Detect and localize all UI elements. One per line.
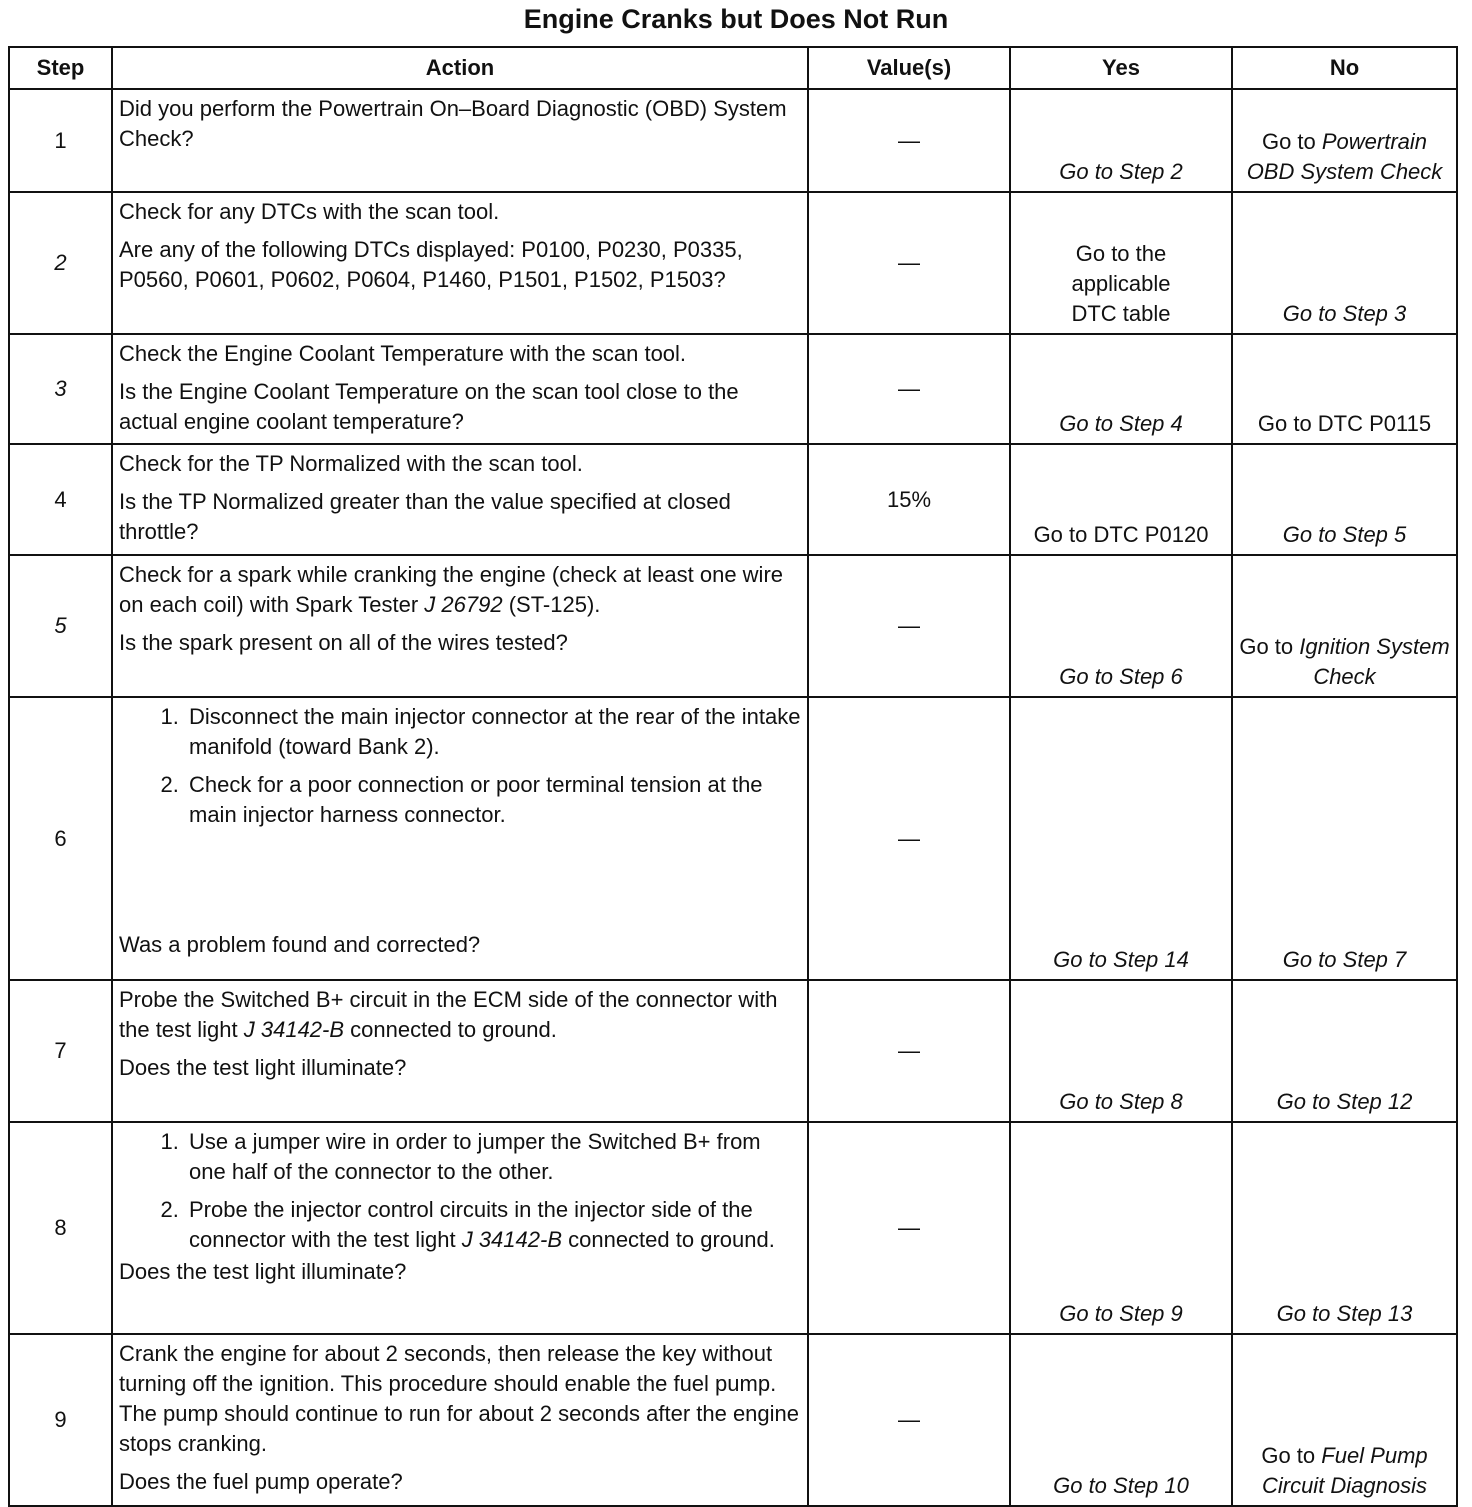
no-cell xyxy=(1232,192,1457,334)
no-link: Go to Step 12 xyxy=(1276,1089,1413,1114)
action-question: Is the Engine Coolant Temperature on the scan tool close to the actual engine coolant temperature? xyxy=(119,379,739,434)
table-row xyxy=(9,334,1457,444)
header-action: Action xyxy=(112,47,808,89)
no-text: Go to DTC P0115 xyxy=(1257,411,1432,436)
action-cell xyxy=(112,1122,808,1334)
value-cell: — xyxy=(808,1334,1010,1506)
action-cell xyxy=(112,89,808,192)
no-link: Go to Step 5 xyxy=(1282,522,1407,547)
action-text-part: Probe the injector control circuits in the injector side of the connector with the test light xyxy=(189,1197,753,1252)
action-cell xyxy=(112,697,808,980)
step-number: 6 xyxy=(9,697,112,980)
no-link: Go to Step 3 xyxy=(1282,301,1407,326)
no-cell xyxy=(1232,89,1457,192)
action-question: Does the test light illuminate? xyxy=(119,1259,407,1284)
no-link: Powertrain OBD System Check xyxy=(1246,129,1443,184)
action-cell xyxy=(112,980,808,1122)
action-question: Does the fuel pump operate? xyxy=(119,1469,403,1494)
no-cell xyxy=(1232,980,1457,1122)
action-text-part: connected to ground. xyxy=(344,1017,557,1042)
action-text-part: connected to ground. xyxy=(562,1227,775,1252)
table-row xyxy=(9,192,1457,334)
yes-link: Go to Step 6 xyxy=(1059,664,1183,689)
step-number: 9 xyxy=(9,1334,112,1506)
action-text-part: Check for a spark while cranking the engine (check at least one wire on each coil) with Spark Tester xyxy=(119,562,784,617)
yes-cell xyxy=(1010,1122,1232,1334)
no-cell xyxy=(1232,444,1457,555)
sub-step xyxy=(185,1195,801,1255)
yes-link: Go to Step 8 xyxy=(1059,1089,1183,1114)
action-text-part: Probe the Switched B+ circuit in the ECM side of the connector with the test light xyxy=(119,987,778,1042)
value-cell: — xyxy=(808,1122,1010,1334)
step-number: 1 xyxy=(9,89,112,192)
no-text: Go to xyxy=(1261,129,1322,154)
no-link: Go to Step 7 xyxy=(1282,947,1407,972)
step-number: 7 xyxy=(9,980,112,1122)
no-link: Fuel Pump Circuit Diagnosis xyxy=(1261,1443,1428,1498)
yes-text: Go to the applicable DTC table xyxy=(1071,241,1171,326)
no-cell xyxy=(1232,334,1457,444)
no-cell xyxy=(1232,555,1457,697)
action-cell xyxy=(112,555,808,697)
yes-cell xyxy=(1010,444,1232,555)
sub-step-list xyxy=(119,1127,801,1255)
action-cell xyxy=(112,334,808,444)
yes-link: Go to Step 4 xyxy=(1059,411,1183,436)
yes-cell xyxy=(1010,555,1232,697)
yes-link: Go to Step 9 xyxy=(1059,1301,1183,1326)
action-text xyxy=(119,985,801,1045)
page-title: Engine Cranks but Does Not Run xyxy=(523,4,949,34)
table-row xyxy=(9,1122,1457,1334)
header-values: Value(s) xyxy=(808,47,1010,89)
value-cell: — xyxy=(808,192,1010,334)
value-cell: — xyxy=(808,697,1010,980)
action-question: Was a problem found and corrected? xyxy=(119,932,481,957)
table-row xyxy=(9,555,1457,697)
action-text: Did you perform the Powertrain On–Board Diagnostic (OBD) System Check? xyxy=(119,96,787,151)
header-yes: Yes xyxy=(1010,47,1232,89)
action-cell xyxy=(112,192,808,334)
step-number: 4 xyxy=(9,444,112,555)
header-no: No xyxy=(1232,47,1457,89)
action-cell xyxy=(112,444,808,555)
sub-step: 2. Check for a poor connection or poor terminal tension at the main injector harness connector. xyxy=(185,770,801,830)
diagnostic-table xyxy=(8,46,1458,1507)
yes-text: Go to DTC P0120 xyxy=(1033,522,1209,547)
action-text: Check for any DTCs with the scan tool. xyxy=(119,199,500,224)
action-text: Crank the engine for about 2 seconds, then release the key without turning off the ignition. This procedure should enable the fuel pump. The pump should continue to run for about 2 seconds after the engine stops cranking. xyxy=(119,1341,800,1456)
yes-cell xyxy=(1010,697,1232,980)
yes-cell xyxy=(1010,89,1232,192)
table-row xyxy=(9,980,1457,1122)
no-cell xyxy=(1232,697,1457,980)
no-text: Go to xyxy=(1261,1443,1322,1468)
action-text xyxy=(119,560,801,620)
action-question: Is the TP Normalized greater than the value specified at closed throttle? xyxy=(119,489,731,544)
sub-step: 1. Use a jumper wire in order to jumper the Switched B+ from one half of the connector to the other. xyxy=(185,1127,801,1187)
step-number: 8 xyxy=(9,1122,112,1334)
yes-cell xyxy=(1010,334,1232,444)
step-number: 2 xyxy=(9,192,112,334)
no-cell xyxy=(1232,1122,1457,1334)
tool-number: J 26792 xyxy=(424,592,503,617)
no-text: Go to xyxy=(1239,634,1300,659)
action-text: Check for the TP Normalized with the scan tool. xyxy=(119,451,583,476)
sub-step-list xyxy=(119,702,801,838)
yes-link: Go to Step 10 xyxy=(1053,1473,1189,1498)
value-cell: — xyxy=(808,334,1010,444)
action-cell xyxy=(112,1334,808,1506)
action-text: Check the Engine Coolant Temperature with the scan tool. xyxy=(119,341,687,366)
sub-step: 1. Disconnect the main injector connector at the rear of the intake manifold (toward Bank 2). xyxy=(185,702,801,762)
yes-cell xyxy=(1010,192,1232,334)
yes-link: Go to Step 2 xyxy=(1059,159,1183,184)
value-cell: — xyxy=(808,89,1010,192)
yes-link: Go to Step 14 xyxy=(1053,947,1189,972)
tool-number: J 34142-B xyxy=(461,1227,562,1252)
action-question: Are any of the following DTCs displayed: P0100, P0230, P0335, P0560, P0601, P0602, P0604, P1460, P1501, P1502, P1503? xyxy=(119,237,743,292)
table-row xyxy=(9,1334,1457,1506)
yes-cell xyxy=(1010,980,1232,1122)
no-cell xyxy=(1232,1334,1457,1506)
value-cell: — xyxy=(808,980,1010,1122)
table-row xyxy=(9,444,1457,555)
action-question: Is the spark present on all of the wires tested? xyxy=(119,630,568,655)
header-step: Step xyxy=(9,47,112,89)
table-row xyxy=(9,697,1457,980)
action-question: Does the test light illuminate? xyxy=(119,1055,407,1080)
value-cell: 15% xyxy=(808,444,1010,555)
no-link: Ignition System Check xyxy=(1299,634,1450,689)
header-row xyxy=(9,47,1457,89)
no-link: Go to Step 13 xyxy=(1276,1301,1413,1326)
value-cell: — xyxy=(808,555,1010,697)
step-number: 5 xyxy=(9,555,112,697)
action-text-part: (ST-125). xyxy=(502,592,601,617)
yes-cell xyxy=(1010,1334,1232,1506)
step-number: 3 xyxy=(9,334,112,444)
tool-number: J 34142-B xyxy=(243,1017,345,1042)
table-row xyxy=(9,89,1457,192)
